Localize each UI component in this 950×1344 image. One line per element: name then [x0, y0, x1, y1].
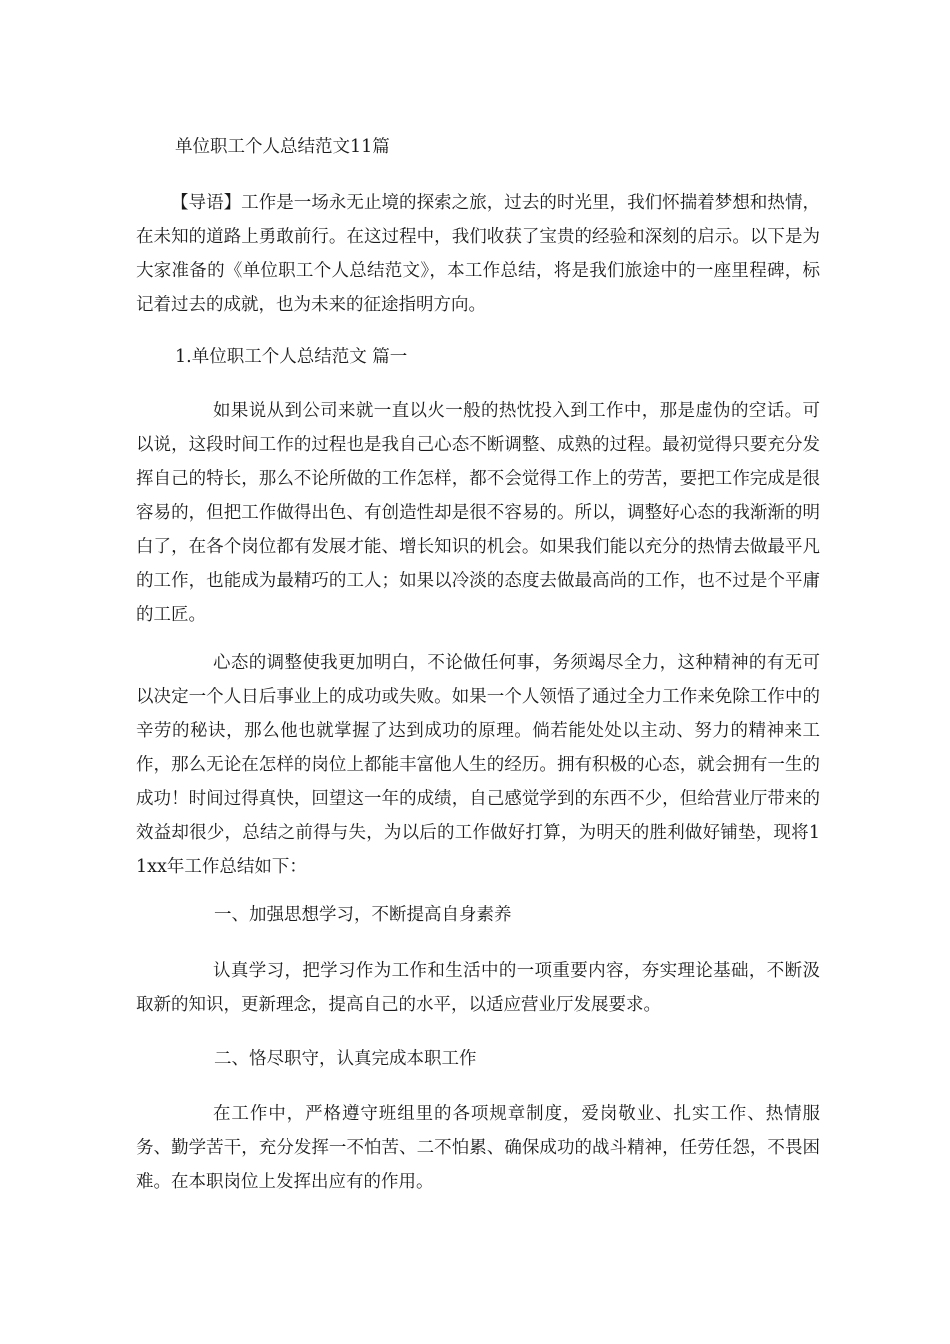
intro-paragraph: 【导语】工作是一场永无止境的探索之旅，过去的时光里，我们怀揣着梦想和热情，在未知的道路上勇敢前行。在这过程中，我们收获了宝贵的经验和深刻的启示。以下是为大家准备的《单位职工个人总结范文》，本工作总结，将是我们旅途中的一座里程碑，标记着过去的成就，也为未来的征途指明方向。	[136, 193, 820, 315]
body-paragraph-2: 心态的调整使我更加明白，不论做任何事，务须竭尽全力，这种精神的有无可以决定一个人日后事业上的成功或失败。如果一个人领悟了通过全力工作来免除工作中的辛劳的秘诀，那么他也就掌握了达到成功的原理。倘若能处处以主动、努力的精神来工作，那么无论在怎样的岗位上都能丰富他人生的经历。拥有积极的心态，就会拥有一生的成功！时间过得真快，回望这一年的成绩，自己感觉学到的东西不少，但给营业厅带来的效益却很少，总结之前得与失，为以后的工作做好打算，为明天的胜利做好铺垫，现将11xx年工作总结如下：	[136, 653, 820, 877]
subheading-1: 一、加强思想学习，不断提高自身素养	[214, 905, 512, 925]
body-paragraph-4: 在工作中，严格遵守班组里的各项规章制度，爱岗敬业、扎实工作、热情服务、勤学苦干，充分发挥一不怕苦、二不怕累、确保成功的战斗精神，任劳任怨，不畏困难。在本职岗位上发挥出应有的作用。	[136, 1104, 820, 1192]
subheading-2: 二、恪尽职守，认真完成本职工作	[214, 1049, 477, 1069]
section-heading: 1.单位职工个人总结范文 篇一	[175, 347, 408, 367]
document-title: 单位职工个人总结范文11篇	[175, 137, 390, 157]
body-paragraph-1: 如果说从到公司来就一直以火一般的热忱投入到工作中，那是虚伪的空话。可以说，这段时间工作的过程也是我自己心态不断调整、成熟的过程。最初觉得只要充分发挥自己的特长，那么不论所做的工作怎样，都不会觉得工作上的劳苦，要把工作完成是很容易的，但把工作做得出色、有创造性却是很不容易的。所以，调整好心态的我渐渐的明白了，在各个岗位都有发展才能、增长知识的机会。如果我们能以充分的热情去做最平凡的工作，也能成为最精巧的工人；如果以冷淡的态度去做最高尚的工作，也不过是个平庸的工匠。	[136, 401, 820, 625]
body-paragraph-3: 认真学习，把学习作为工作和生活中的一项重要内容，夯实理论基础，不断汲取新的知识，更新理念，提高自己的水平，以适应营业厅发展要求。	[136, 961, 820, 1015]
